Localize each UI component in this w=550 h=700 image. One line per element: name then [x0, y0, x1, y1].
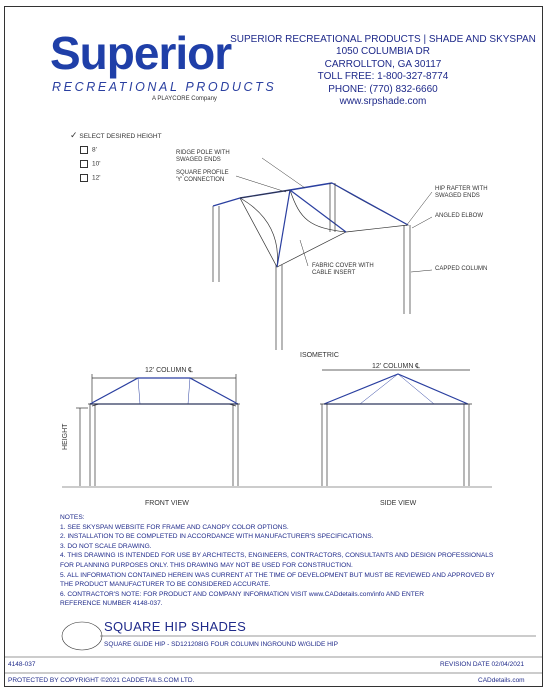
callout-fabric-cover: FABRIC COVER WITH CABLE INSERT	[312, 263, 374, 276]
company-address1: 1050 COLUMBIA DR	[336, 46, 430, 58]
side-view	[320, 370, 472, 486]
company-address2: CARROLLTON, GA 30117	[324, 58, 442, 70]
callout-square-profile: SQUARE PROFILE 'Y' CONNECTION	[176, 170, 229, 183]
note-line: FOR PLANNING PURPOSES ONLY. THIS DRAWING MAY NOT BE USED FOR CONSTRUCTION.	[60, 561, 353, 569]
copyright: PROTECTED BY COPYRIGHT ©2021 CADDETAILS.COM LTD.	[8, 677, 195, 684]
note-line: REFERENCE NUMBER 4148-037.	[60, 600, 163, 608]
callout-angled-elbow: ANGLED ELBOW	[435, 213, 484, 219]
callout-ridge-pole: RIDGE POLE WITH SWAGED ENDS	[176, 150, 230, 163]
note-line: 1. SEE SKYSPAN WEBSITE FOR FRAME AND CANOPY COLOR OPTIONS.	[60, 523, 289, 531]
front-view-label: FRONT VIEW	[145, 500, 189, 507]
note-line: 2. INSTALLATION TO BE COMPLETED IN ACCORDANCE WITH MANUFACTURER'S SPECIFICATIONS.	[60, 533, 374, 541]
note-line: 3. DO NOT SCALE DRAWING.	[60, 542, 152, 550]
height-option-8[interactable]: 8'	[80, 146, 97, 154]
height-option-10[interactable]: 10'	[80, 160, 100, 168]
note-line: 5. ALL INFORMATION CONTAINED HEREIN WAS CURRENT AT THE TIME OF DEVELOPMENT BUT MUST BE REVIEWED AND APPROVED BY	[60, 571, 495, 579]
checkmark-icon: ✓	[70, 130, 78, 140]
note-line: 4. THIS DRAWING IS INTENDED FOR USE BY ARCHITECTS, ENGINEERS, CONTRACTORS, CONSULTANTS AND DESIGN PROFESSIONALS	[60, 552, 494, 560]
callout-hip-rafter: HIP RAFTER WITH SWAGED ENDS	[435, 186, 488, 199]
drawing-title: SQUARE HIP SHADES	[104, 619, 247, 634]
company-tollfree: TOLL FREE: 1-800-327-8774	[317, 71, 449, 83]
height-dimension: HEIGHT	[62, 423, 69, 450]
height-option-12[interactable]: 12'	[80, 174, 100, 182]
title-circle	[62, 622, 102, 650]
side-view-label: SIDE VIEW	[380, 500, 417, 507]
isometric-label: ISOMETRIC	[300, 352, 339, 359]
brand-logo: Superior	[50, 27, 232, 79]
front-dimension: 12' COLUMN ℄	[145, 367, 193, 374]
side-dimension: 12' COLUMN ℄	[372, 363, 420, 370]
note-line: 6. CONTRACTOR'S NOTE: FOR PRODUCT AND COMPANY INFORMATION VISIT www.CADdetails.com/info AND ENTER	[60, 590, 424, 598]
drawing-subtitle: SQUARE GLIDE HIP - SD121208IG FOUR COLUMN INGROUND W/GLIDE HIP	[104, 641, 338, 648]
brand-tagline: RECREATIONAL PRODUCTS	[52, 80, 277, 94]
notes-heading: NOTES:	[60, 514, 85, 521]
site-link[interactable]: CADdetails.com	[478, 677, 525, 684]
callout-capped-column: CAPPED COLUMN	[435, 266, 488, 272]
note-line: THE PRODUCT MANUFACTURER TO BE CONSIDERED ACCURATE.	[60, 581, 271, 589]
reference-number: 4148-037	[8, 661, 36, 668]
company-web[interactable]: www.srpshade.com	[339, 96, 427, 108]
revision-date: REVISION DATE 02/04/2021	[440, 661, 525, 668]
company-name: SUPERIOR RECREATIONAL PRODUCTS | SHADE AND SKYSPAN	[230, 34, 536, 45]
front-view	[76, 374, 240, 486]
height-select-title: ✓ SELECT DESIRED HEIGHT	[70, 130, 162, 140]
company-phone: PHONE: (770) 832-6660	[328, 83, 438, 95]
brand-sub: A PLAYCORE Company	[152, 96, 217, 102]
notes	[60, 513, 530, 609]
